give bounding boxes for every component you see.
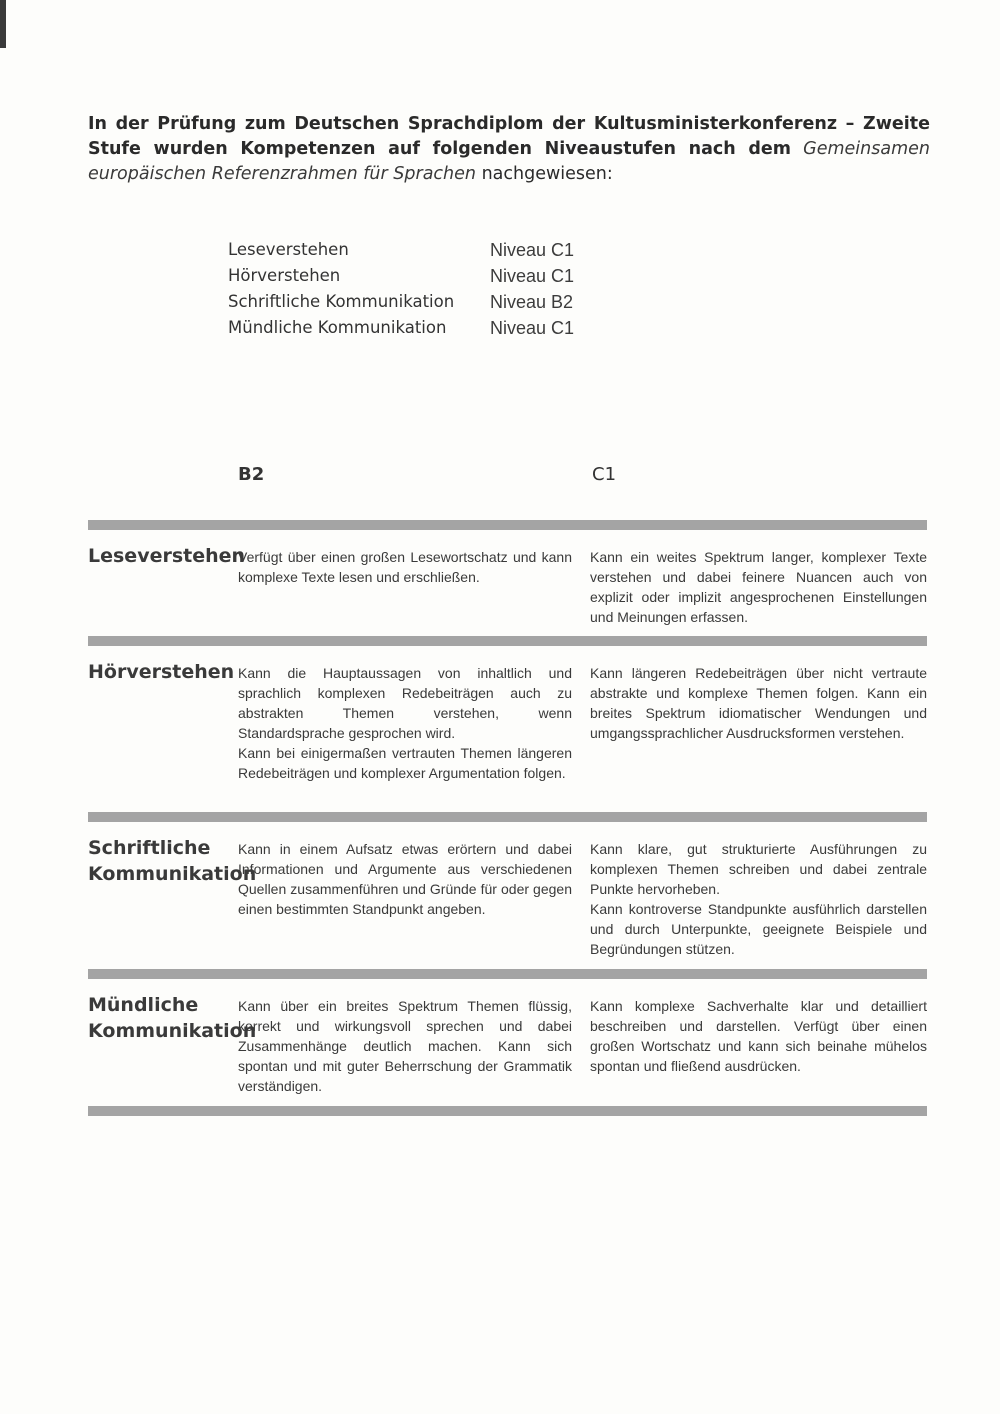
table-divider <box>88 812 927 822</box>
cell-paragraph: Kann die Hauptaussagen von inhaltlich und sprachlich komplexen Redebeiträgen auch zu abstrakten Themen verstehen, wenn Standardsprache gesprochen wird. <box>238 665 572 741</box>
cell-paragraph: Kann kontroverse Standpunkte ausführlich darstellen und durch Unterpunkte, geeignete Beispiele und Begründungen stützen. <box>590 901 927 957</box>
cell-paragraph: Kann bei einigermaßen vertrauten Themen längeren Redebeiträgen und komplexer Argumentation folgen. <box>238 745 572 781</box>
cell-c1 <box>590 547 927 627</box>
row-label: Schriftliche Kommunikation <box>88 837 257 885</box>
row-label: Hörverstehen <box>88 661 235 683</box>
level-skill: Mündliche Kommunikation <box>228 318 447 337</box>
level-summary-row <box>228 263 574 289</box>
level-summary-row <box>228 289 574 315</box>
scan-edge-mark <box>0 0 6 48</box>
level-summary-list <box>228 237 574 341</box>
table-divider <box>88 969 927 979</box>
intro-paragraph <box>88 112 930 187</box>
cell-paragraph: Kann klare, gut strukturierte Ausführungen zu komplexen Themen schreiben und dabei zentrale Punkte hervorheben. <box>590 841 927 897</box>
cell-b2 <box>238 996 572 1096</box>
cell-paragraph: Kann längeren Redebeiträgen über nicht vertraute abstrakte und komplexe Themen folgen. Kann ein breites Spektrum idiomatischer Wendungen und umgangssprachlicher Ausdrucksformen verstehen. <box>590 665 927 741</box>
level-skill: Schriftliche Kommunikation <box>228 292 455 311</box>
cell-c1 <box>590 996 927 1076</box>
table-divider <box>88 1106 927 1116</box>
cell-b2 <box>238 839 572 919</box>
row-label: Mündliche Kommunikation <box>88 994 257 1042</box>
table-divider <box>88 636 927 646</box>
cell-paragraph: Kann ein weites Spektrum langer, komplexer Texte verstehen und dabei feinere Nuancen auch von explizit oder implizit angesprochenen Einstellungen und Meinungen erfassen. <box>590 549 927 625</box>
cell-paragraph: Verfügt über einen großen Lesewortschatz und kann komplexe Texte lesen und erschließen. <box>238 549 572 585</box>
column-header-b2: B2 <box>238 464 265 485</box>
level-value: Niveau C1 <box>490 240 575 260</box>
intro-italic-reference: Gemeinsamen europäischen Referenzrahmen für Sprachen <box>88 139 930 184</box>
cell-c1 <box>590 663 927 743</box>
cell-b2 <box>238 547 572 587</box>
level-value: Niveau C1 <box>490 266 575 286</box>
cell-paragraph: Kann in einem Aufsatz etwas erörtern und dabei Informationen und Argumente aus verschiedenen Quellen zusammenführen und Gründe für oder gegen einen bestimmten Standpunkt angeben. <box>238 841 572 917</box>
level-value: Niveau B2 <box>490 292 574 312</box>
intro-tail-text: nachgewiesen: <box>481 164 613 184</box>
level-skill: Hörverstehen <box>228 266 341 285</box>
cell-paragraph: Kann über ein breites Spektrum Themen flüssig, korrekt und wirkungsvoll sprechen und dabei Zusammenhänge deutlich machen. Kann sich spontan und mit guter Beherrschung der Grammatik verständigen. <box>238 998 572 1094</box>
level-summary-row <box>228 237 574 263</box>
column-header-c1: C1 <box>592 464 617 485</box>
level-value: Niveau C1 <box>490 318 575 338</box>
intro-bold-text: In der Prüfung zum Deutschen Sprachdiplom der Kultusministerkonferenz – Zweite Stufe wurden Kompetenzen auf folgenden Niveaustufen nach dem <box>88 114 930 159</box>
cell-paragraph: Kann komplexe Sachverhalte klar und detailliert beschreiben und darstellen. Verfügt über einen großen Wortschatz und kann sich beinahe mühelos spontan und fließend ausdrücken. <box>590 998 927 1074</box>
table-divider <box>88 520 927 530</box>
cell-b2 <box>238 663 572 783</box>
cell-c1 <box>590 839 927 959</box>
row-label: Leseverstehen <box>88 545 246 567</box>
level-skill: Leseverstehen <box>228 240 349 259</box>
level-summary-row <box>228 315 574 341</box>
